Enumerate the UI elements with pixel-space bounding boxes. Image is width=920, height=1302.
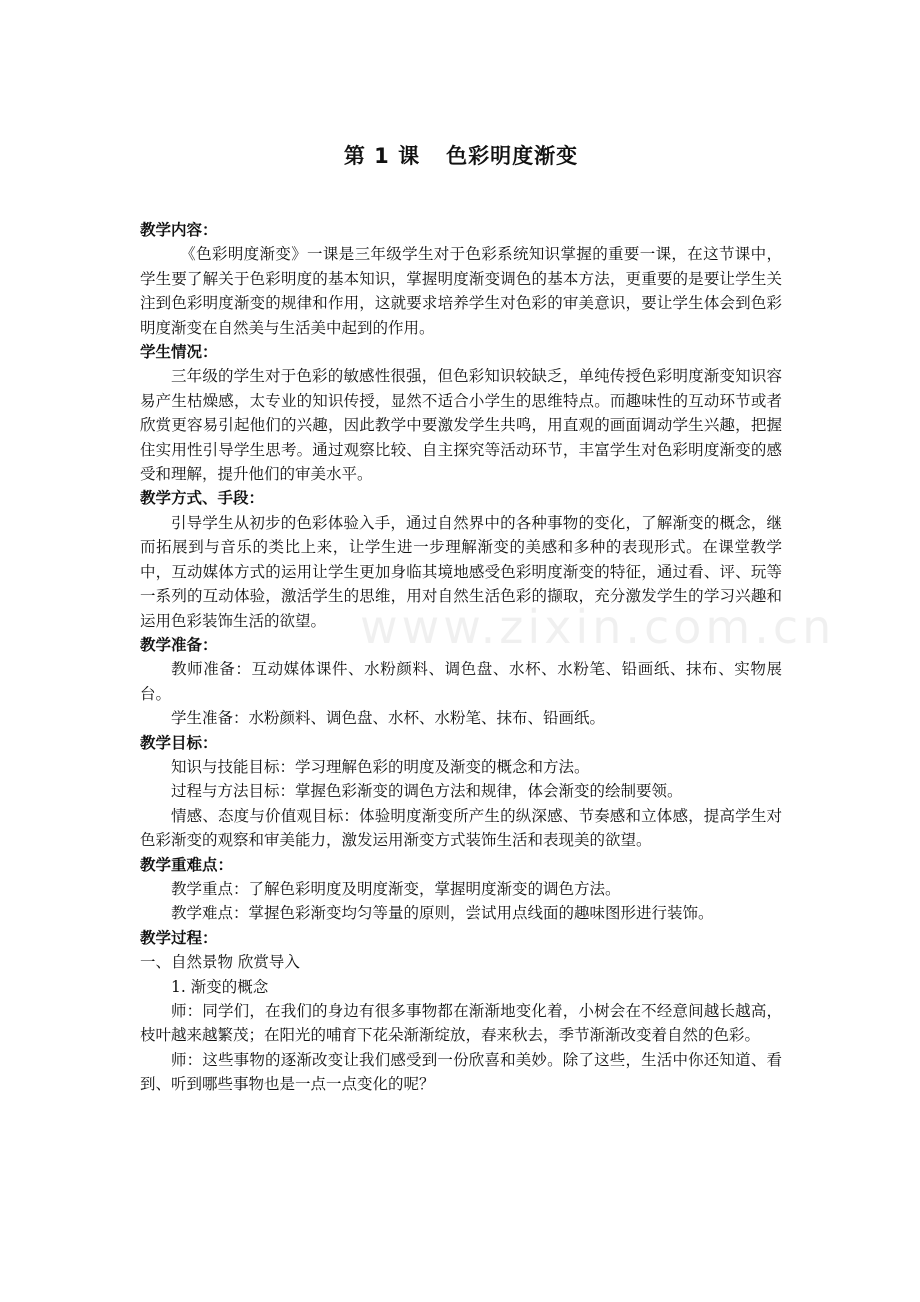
lesson-name: 色彩明度渐变: [446, 144, 579, 168]
goal-process: 过程与方法目标：掌握色彩渐变的调色方法和规律，体会渐变的绘制要领。: [171, 782, 683, 801]
goal-knowledge: 知识与技能目标：学习理解色彩的明度及渐变的概念和方法。: [171, 757, 590, 776]
methods-heading: 教学方式、手段：: [140, 489, 265, 508]
lesson-number: 第 1 课: [343, 144, 421, 168]
page-title: [140, 136, 782, 176]
prep-heading: 教学准备：: [140, 635, 218, 654]
prep-teacher: 教师准备：互动媒体课件、水粉颜料、调色盘、水杯、水粉笔、铅画纸、抹布、实物展台。: [140, 660, 782, 703]
content-heading: 教学内容：: [140, 221, 218, 239]
process-heading: 教学过程：: [140, 928, 218, 947]
document-page: [140, 136, 782, 1097]
goals-heading: 教学目标：: [140, 733, 218, 752]
content-text: 《色彩明度渐变》一课是三年级学生对于色彩系统知识掌握的重要一课，在这节课中，学生要了解关于色彩明度的基本知识，掌握明度渐变调色的基本方法，更重要的是要让学生关注到色彩明度渐变的规律和作用，这就要求培养学生对色彩的审美意识，要让学生体会到色彩明度渐变在自然美与生活美中起到的作用。: [140, 245, 782, 337]
key-point: 教学重点：了解色彩明度及明度渐变，掌握明度渐变的调色方法。: [171, 879, 621, 898]
watermark: www.zixin.com.cn: [360, 600, 836, 654]
prep-student: 学生准备：水粉颜料、调色盘、水杯、水粉笔、抹布、铅画纸。: [171, 709, 606, 728]
step-1-sub: 1. 渐变的概念: [171, 977, 269, 996]
step-1: 一、自然景物 欣赏导入: [140, 953, 300, 972]
students-text: 三年级的学生对于色彩的敏感性很强，但色彩知识较缺乏，单纯传授色彩明度渐变知识容易产生枯燥感，太专业的知识传授，显然不适合小学生的思维特点。而趣味性的互动环节或者欣赏更容易引起他们的兴趣，因此教学中要激发学生共鸣，用直观的画面调动学生兴趣，把握住实用性引导学生思考。通过观察比较、自主探究等活动环节，丰富学生对色彩明度渐变的感受和理解，提升他们的审美水平。: [140, 367, 782, 484]
goal-emotion: 情感、态度与价值观目标：体验明度渐变所产生的纵深感、节奏感和立体感，提高学生对色彩渐变的观察和审美能力，激发运用渐变方式装饰生活和表现美的欲望。: [140, 806, 782, 850]
key-heading: 教学重难点：: [140, 855, 234, 874]
students-heading: 学生情况：: [140, 343, 218, 362]
teacher-line-2: 师：这些事物的逐渐改变让我们感受到一份欣喜和美妙。除了这些，生活中你还知道、看到、听到哪些事物也是一点一点变化的呢？: [140, 1050, 782, 1094]
difficult-point: 教学难点：掌握色彩渐变均匀等量的原则，尝试用点线面的趣味图形进行装饰。: [171, 904, 714, 923]
teacher-line-1: 师：同学们，在我们的身边有很多事物都在渐渐地变化着，小树会在不经意间越长越高，枝叶越来越繁茂；在阳光的哺育下花朵渐渐绽放，春来秋去，季节渐渐改变着自然的色彩。: [140, 1002, 782, 1045]
methods-text: 引导学生从初步的色彩体验入手，通过自然界中的各种事物的变化，了解渐变的概念，继而拓展到与音乐的类比上来，让学生进一步理解渐变的美感和多种的表现形式。在课堂教学中，互动媒体方式的运用让学生更加身临其境地感受色彩明度渐变的特征，通过看、评、玩等一系列的互动体验，激活学生的思维，用对自然生活色彩的撷取，充分激发学生的学习兴趣和运用色彩装饰生活的欲望。: [140, 513, 782, 630]
